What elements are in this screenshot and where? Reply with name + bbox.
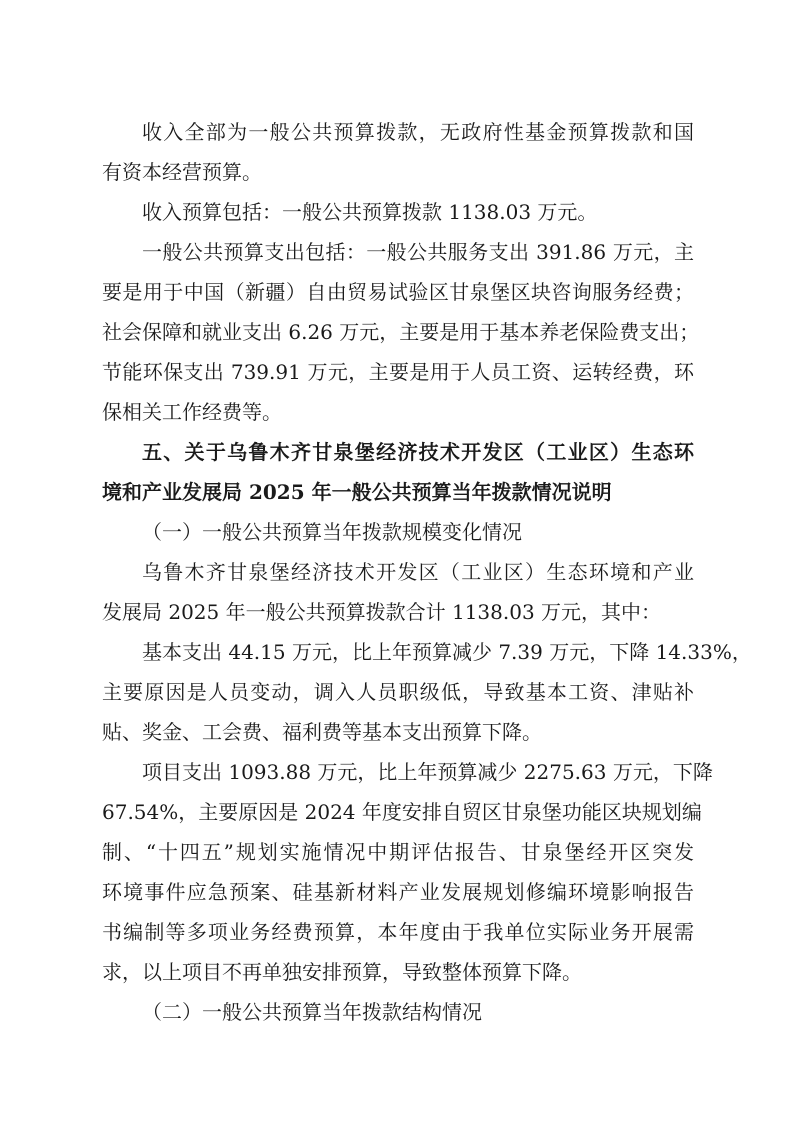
paragraph-line: 基本支出 44.15 万元，比上年预算减少 7.39 万元，下降 14.33%， (142, 640, 752, 664)
paragraph-line: 67.54%，主要原因是 2024 年度安排自贸区甘泉堡功能区块规划编 (102, 800, 702, 824)
paragraph-line: 项目支出 1093.88 万元，比上年预算减少 2275.63 万元，下降 (142, 760, 713, 784)
paragraph-line: 贴、奖金、工会费、福利费等基本支出预算下降。 (102, 720, 542, 744)
paragraph-line: 社会保障和就业支出 6.26 万元，主要是用于基本养老保险费支出； (102, 320, 700, 344)
paragraph-line: 一般公共预算支出包括：一般公共服务支出 391.86 万元，主 (142, 240, 694, 264)
paragraph-line: 收入全部为一般公共预算拨款，无政府性基金预算拨款和国 (142, 120, 694, 144)
paragraph-line: 收入预算包括：一般公共预算拨款 1138.03 万元。 (142, 200, 598, 224)
paragraph-line: 环境事件应急预案、硅基新材料产业发展规划修编环境影响报告 (102, 880, 694, 904)
paragraph-line: 书编制等多项业务经费预算，本年度由于我单位实际业务开展需 (102, 920, 694, 944)
paragraph-line: 乌鲁木齐甘泉堡经济技术开发区（工业区）生态环境和产业 (142, 560, 694, 584)
paragraph-line: 发展局 2025 年一般公共预算拨款合计 1138.03 万元，其中： (102, 600, 662, 624)
paragraph-line: 要是用于中国（新疆）自由贸易试验区甘泉堡区块咨询服务经费； (102, 280, 694, 304)
paragraph-line: 有资本经营预算。 (102, 160, 262, 184)
subsection-heading: （二）一般公共预算当年拨款结构情况 (142, 1000, 482, 1024)
section-heading: 境和产业发展局 2025 年一般公共预算当年拨款情况说明 (102, 480, 612, 504)
paragraph-line: 节能环保支出 739.91 万元，主要是用于人员工资、运转经费，环 (102, 360, 694, 384)
paragraph-line: 保相关工作经费等。 (102, 400, 282, 424)
paragraph-line: 求，以上项目不再单独安排预算，导致整体预算下降。 (102, 960, 582, 984)
paragraph-line: 制、“十四五”规划实施情况中期评估报告、甘泉堡经开区突发 (102, 840, 694, 864)
section-heading: 五、关于乌鲁木齐甘泉堡经济技术开发区（工业区）生态环 (142, 440, 694, 464)
subsection-heading: （一）一般公共预算当年拨款规模变化情况 (142, 520, 522, 544)
paragraph-line: 主要原因是人员变动，调入人员职级低，导致基本工资、津贴补 (102, 680, 694, 704)
